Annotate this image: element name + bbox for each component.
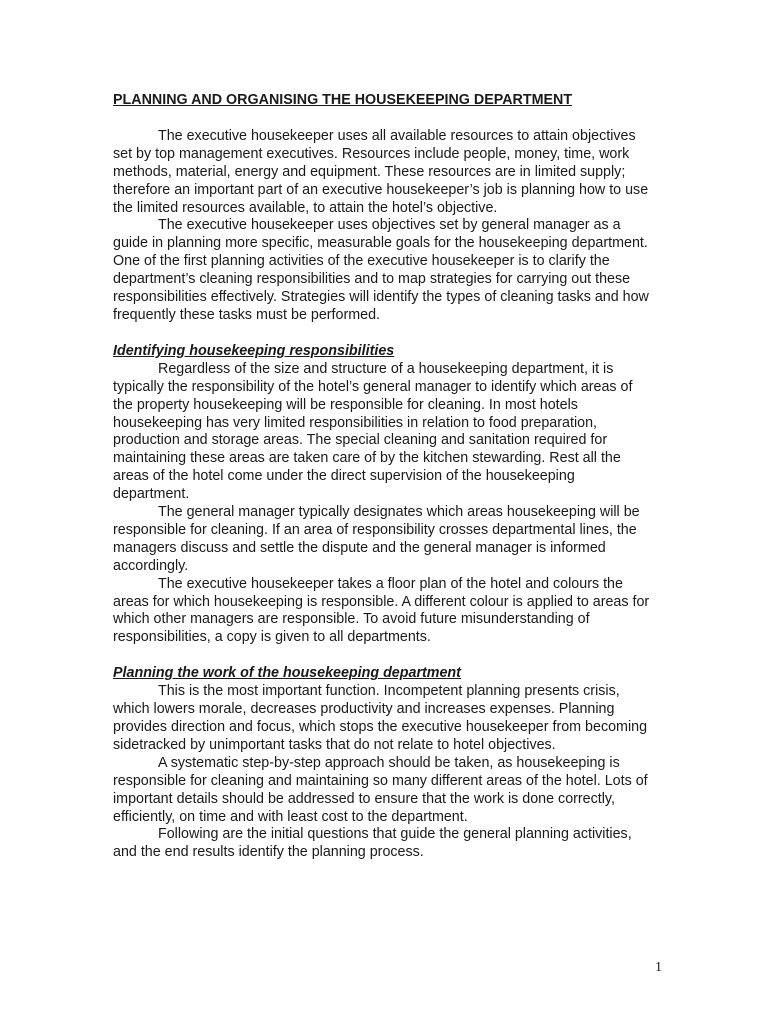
intro-paragraph: The executive housekeeper uses objectives set by general manager as a guide in planning more specific, measurable goals for the housekeeping department. One of the first planning activities of the executive housekeeper is to clarify the department’s cleaning responsibilities and to map strategies for carrying out these responsibilities effectively. Strategies will identify the types of cleaning tasks and how frequently these tasks must be performed. xyxy=(113,217,649,323)
section-paragraph: The executive housekeeper takes a floor plan of the hotel and colours the areas for which housekeeping is responsible. A different colour is applied to areas for which other managers are responsible. To avoid future misunderstanding of responsibilities, a copy is given to all departments. xyxy=(113,575,650,646)
spacer xyxy=(113,325,653,343)
document-title: PLANNING AND ORGANISING THE HOUSEKEEPING DEPARTMENT xyxy=(113,92,573,108)
section-paragraph: The general manager typically designates which areas housekeeping will be responsible for cleaning. If an area of responsibility crosses departmental lines, the managers discuss and settle the dispute and the general manager is informed accordingly. xyxy=(113,504,640,574)
section-paragraph: This is the most important function. Incompetent planning presents crisis, which lowers morale, decreases productivity and increases expenses. Planning provides direction and focus, which stops the executive housekeeper from becoming sidetracked by unimportant tasks that do not relate to hotel objectives. xyxy=(113,683,648,753)
spacer xyxy=(113,647,653,665)
intro-paragraph: The executive housekeeper uses all available resources to attain objectives set by top management executives. Resources include people, money, time, work methods, material, energy and equipment. These resources are in limited supply; therefore an important part of an executive housekeeper’s job is planning how to use the limited resources available, to attain the hotel’s objective. xyxy=(113,127,649,216)
section-paragraph: Regardless of the size and structure of a housekeeping department, it is typically the responsibility of the hotel’s general manager to identify which areas of the property housekeeping will be responsible for cleaning. In most hotels housekeeping has very limited responsibilities in relation to food preparation, production and storage areas. The special cleaning and sanitation required for maintaining these areas are taken care of by the kitchen stewarding. Rest all the areas of the hotel come under the direct supervision of the housekeeping department. xyxy=(113,360,633,503)
section-heading-identifying-responsibilities: Identifying housekeeping responsibilities xyxy=(113,342,395,359)
spacer xyxy=(113,110,653,128)
document-body xyxy=(113,92,653,862)
section-paragraph: A systematic step-by-step approach should be taken, as housekeeping is responsible for cleaning and maintaining so many different areas of the hotel. Lots of important details should be addressed to ensure that the work is done correctly, efficiently, on time and with least cost to the department. xyxy=(113,754,648,825)
section-heading-planning-work: Planning the work of the housekeeping department xyxy=(113,665,461,682)
page-number: 1 xyxy=(655,960,662,975)
section-paragraph: Following are the initial questions that guide the general planning activities, and the end results identify the planning process. xyxy=(113,826,632,861)
